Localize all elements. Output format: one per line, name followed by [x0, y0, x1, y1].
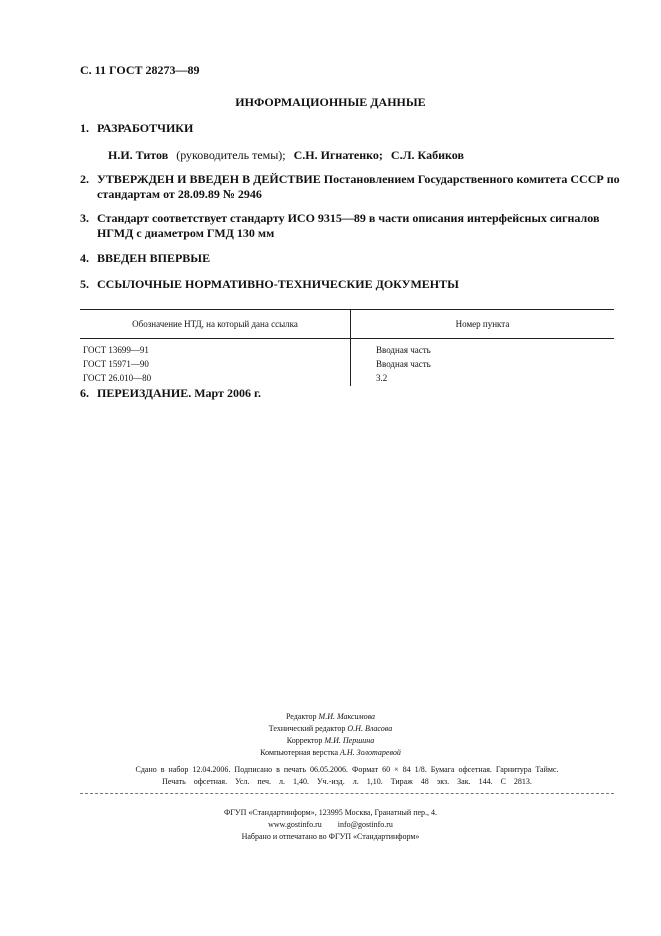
developer-name: С.Л. Кабиков: [390, 148, 464, 162]
imprint-line: [0, 735, 661, 747]
section-developers: [80, 121, 620, 136]
table-header-row: [80, 310, 614, 339]
publisher-address: ФГУП «Стандартинформ», 123995 Москва, Гранатный пер., 4.: [223, 808, 438, 817]
document-title: ИНФОРМАЦИОННЫЕ ДАННЫЕ: [235, 95, 426, 109]
developer-name: Н.И. Титов: [108, 148, 169, 162]
cell-document: ГОСТ 15971—90: [80, 356, 351, 370]
section-number: 6.: [80, 386, 89, 400]
imprint-role: Компьютерная верстка: [260, 748, 339, 757]
developers-line: [108, 148, 464, 163]
publisher-web: www.gostinfo.ru info@gostinfo.ru: [268, 820, 393, 829]
imprint-person: А.Н. Золотаревой: [340, 748, 401, 757]
section-text: ВВЕДЕН ВПЕРВЫЕ: [97, 251, 211, 265]
section-approval: [80, 172, 620, 202]
section-reissue: [80, 386, 620, 401]
imprint-role: Корректор: [286, 736, 323, 745]
publisher-block: [0, 807, 661, 843]
imprint-person: М.И. Першина: [324, 736, 375, 745]
section-references: [80, 277, 620, 292]
divider: [80, 793, 614, 794]
print-details: [80, 764, 614, 788]
section-text: РАЗРАБОТЧИКИ: [97, 121, 194, 135]
imprint-line: [0, 723, 661, 735]
column-header-clause: Номер пункта: [351, 310, 615, 339]
imprint-role: Технический редактор: [268, 724, 346, 733]
section-text: УТВЕРЖДЕН И ВВЕДЕН В ДЕЙСТВИЕ Постановлением Государственного комитета СССР по стандартам от 28.09.89 № 2946: [97, 172, 620, 201]
table-row: [80, 356, 614, 370]
cell-document: ГОСТ 26.010—80: [80, 370, 351, 386]
print-details-line: Печать офсетная. Усл. печ. л. 1,40. Уч.-изд. л. 1,10. Тираж 48 экз. Зак. 144. С 2813.: [162, 777, 532, 786]
references-table: [80, 309, 614, 386]
cell-clause: 3.2: [376, 373, 388, 383]
imprint-role: Редактор: [285, 712, 317, 721]
section-text: ССЫЛОЧНЫЕ НОРМАТИВНО-ТЕХНИЧЕСКИЕ ДОКУМЕНТЫ: [97, 277, 459, 291]
cell-clause: Вводная часть: [376, 359, 431, 369]
section-text: ПЕРЕИЗДАНИЕ. Март 2006 г.: [97, 386, 262, 400]
developer-role: (руководитель темы);: [176, 148, 286, 162]
section-number: 5.: [80, 277, 89, 291]
table-row: [80, 370, 614, 386]
imprint-person: О.Н. Власова: [347, 724, 393, 733]
section-number: 3.: [80, 211, 89, 225]
imprint-line: [0, 747, 661, 759]
imprint-line: [0, 711, 661, 723]
table-row: [80, 339, 614, 357]
cell-clause: Вводная часть: [376, 345, 431, 355]
section-text: Стандарт соответствует стандарту ИСО 9315—89 в части описания интерфейсных сигналов НГМД с диаметром ГМД 130 мм: [97, 211, 600, 240]
developer-name: С.Н. Игнатенко;: [293, 148, 383, 162]
imprint-block: [0, 711, 661, 759]
print-details-line: Сдано в набор 12.04.2006. Подписано в печать 06.05.2006. Формат 60 × 84 1/8. Бумага офсетная. Гарнитура Таймс.: [135, 765, 559, 774]
cell-document: ГОСТ 13699—91: [80, 339, 351, 357]
section-iso: [80, 211, 620, 241]
publisher-printed: Набрано и отпечатано во ФГУП «Стандартинформ»: [241, 832, 420, 841]
imprint-person: М.И. Максимова: [318, 712, 376, 721]
page-header: С. 11 ГОСТ 28273—89: [80, 63, 200, 77]
section-number: 2.: [80, 172, 89, 186]
section-number: 1.: [80, 121, 89, 135]
column-header-document: Обозначение НТД, на который дана ссылка: [80, 310, 351, 339]
section-introduced: [80, 251, 620, 266]
section-number: 4.: [80, 251, 89, 265]
